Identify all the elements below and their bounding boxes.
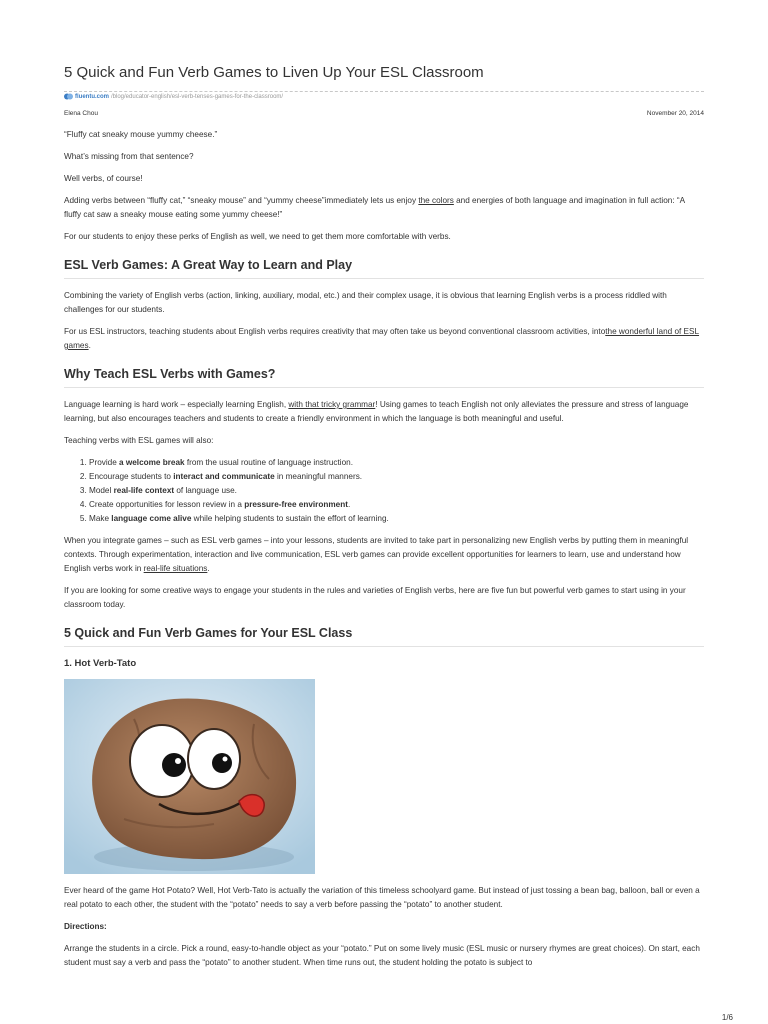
author: Elena Chou (64, 110, 98, 117)
publish-date: November 20, 2014 (646, 110, 704, 117)
article-title: 5 Quick and Fun Verb Games to Liven Up Your ESL Classroom (64, 64, 704, 92)
source-path[interactable]: /blog/educator-english/esl-verb-tenses-games-for-the-classroom/ (111, 93, 284, 100)
paragraph: Combining the variety of English verbs (action, linking, auxiliary, modal, etc.) and their complex usage, it is obvious that learning English verbs is a process riddled with challenges for our students. (64, 291, 667, 314)
source-brand[interactable]: fluentu.com (75, 93, 109, 100)
paragraph (64, 534, 704, 576)
page-number: 1/6 (721, 1013, 733, 1022)
paragraph (64, 398, 704, 426)
section-heading: Why Teach ESL Verbs with Games? (64, 367, 704, 388)
benefits-list (64, 456, 704, 526)
fluentu-logo-icon (64, 93, 73, 100)
paragraph: What’s missing from that sentence? (64, 152, 194, 161)
paragraph (64, 194, 704, 222)
paragraph: Ever heard of the game Hot Potato? Well, Hot Verb-Tato is actually the variation of this timeless schoolyard game. But instead of just tossing a bean bag, balloon, ball or even a real potato to each other, the student with the “potato” needs to say a verb before passing the “potato” to another student. (64, 886, 700, 909)
paragraph: Well verbs, of course! (64, 174, 143, 183)
article-meta (64, 110, 704, 117)
paragraph: “Fluffy cat sneaky mouse yummy cheese.” (64, 130, 218, 139)
link-the-colors[interactable]: the colors (418, 196, 454, 205)
list-item: 4. Create opportunities for lesson review in a pressure-free environment. (89, 498, 704, 512)
list-item: 3. Model real-life context of language use. (89, 484, 704, 498)
paragraph (64, 325, 704, 353)
text-run: . (88, 341, 91, 350)
text-run: When you integrate games – such as ESL verb games – into your lessons, students are invited to take part in personalizing new English verbs by putting them in meaningful contexts. Through experimentation, interaction and live communication, ESL verb games can provide excellent opportunities for learners to learn, use and understand how English verbs work in (64, 536, 689, 573)
paragraph: Teaching verbs with ESL games will also: (64, 436, 214, 445)
link-real-life-situations[interactable]: real-life situations (143, 564, 208, 573)
section-heading: ESL Verb Games: A Great Way to Learn and Play (64, 258, 704, 279)
source-line (64, 93, 283, 100)
list-item: 5. Make language come alive while helping students to sustain the effort of learning. (89, 512, 704, 526)
paragraph: Arrange the students in a circle. Pick a round, easy-to-handle object as your “potato.” Put on some lively music (ESL music or nursery rhymes are great choices). On start, each student must say a verb and pass the “potato” to another student. When time runs out, the student holding the potato is subject to (64, 944, 700, 967)
article-body (64, 128, 704, 978)
text-run: and energies of both language and imagination in full action: “A fluffy cat saw a sneaky mouse eating some yummy cheese!” (64, 196, 685, 219)
directions-label: Directions: (64, 922, 107, 931)
text-run: ! Using games to teach English not only alleviates the pressure and stress of language learning, but also encourages teachers and students to create a friendly environment in which the language is both meaningful and useful. (64, 400, 689, 423)
text-run: . (207, 564, 210, 573)
list-item: 1. Provide a welcome break from the usual routine of language instruction. (89, 456, 704, 470)
paragraph: If you are looking for some creative ways to engage your students in the rules and varieties of English verbs, here are five fun but powerful verb games to start using in your classroom today. (64, 586, 686, 609)
potato-toy-image (64, 679, 315, 874)
link-tricky-grammar[interactable]: with that tricky grammar (288, 400, 376, 409)
section-heading: 5 Quick and Fun Verb Games for Your ESL Class (64, 626, 704, 647)
game-title: 1. Hot Verb-Tato (64, 658, 137, 669)
list-item: 2. Encourage students to interact and communicate in meaningful manners. (89, 470, 704, 484)
text-run: Language learning is hard work – especially learning English, (64, 400, 289, 409)
text-run: Adding verbs between “fluffy cat,” “sneaky mouse” and “yummy cheese”immediately lets us enjoy (64, 196, 419, 205)
text-run: For us ESL instructors, teaching students about English verbs requires creativity that may often take us beyond conventional classroom activities, into (64, 327, 606, 336)
paragraph: For our students to enjoy these perks of English as well, we need to get them more comfortable with verbs. (64, 232, 451, 241)
link-esl-games[interactable]: the wonderful land of ESL games (64, 327, 700, 350)
